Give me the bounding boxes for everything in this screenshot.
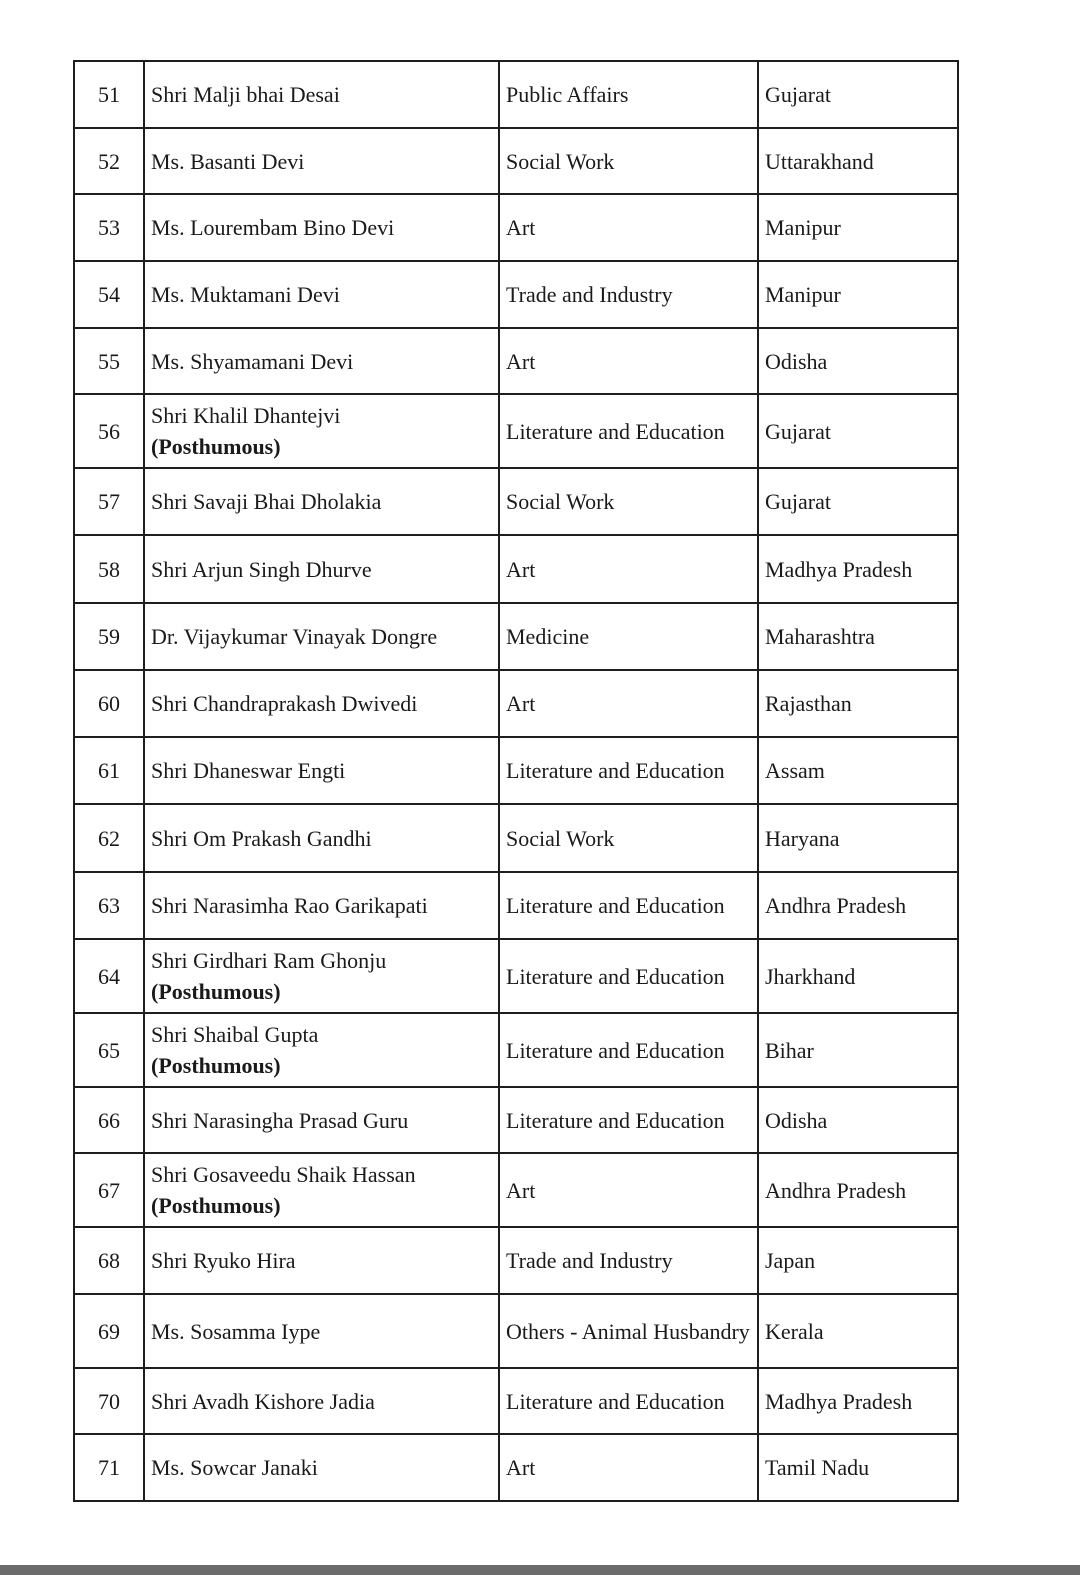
name-cell <box>144 1227 499 1294</box>
field-cell: Art <box>499 328 758 394</box>
serial-number-cell: 65 <box>74 1013 144 1087</box>
awardee-name: Shri Khalil Dhantejvi <box>151 403 341 428</box>
serial-number-cell: 52 <box>74 128 144 194</box>
name-cell <box>144 603 499 670</box>
field-cell: Others - Animal Husbandry <box>499 1294 758 1368</box>
serial-number-cell: 63 <box>74 872 144 939</box>
table-row <box>74 535 958 603</box>
field-cell: Art <box>499 535 758 603</box>
state-cell: Kerala <box>758 1294 958 1368</box>
table-row <box>74 468 958 535</box>
name-cell <box>144 1368 499 1434</box>
awardee-name: Dr. Vijaykumar Vinayak Dongre <box>151 624 438 649</box>
serial-number-cell: 70 <box>74 1368 144 1434</box>
awardee-name: Ms. Lourembam Bino Devi <box>151 215 395 240</box>
serial-number-cell: 53 <box>74 194 144 261</box>
awardee-name: Shri Shaibal Gupta <box>151 1022 319 1047</box>
serial-number-cell: 56 <box>74 394 144 468</box>
awardee-name: Shri Chandraprakash Dwivedi <box>151 691 418 716</box>
table-row <box>74 1013 958 1087</box>
state-cell: Madhya Pradesh <box>758 535 958 603</box>
name-cell <box>144 1013 499 1087</box>
posthumous-label: (Posthumous) <box>151 1053 281 1078</box>
field-cell: Medicine <box>499 603 758 670</box>
table-row <box>74 939 958 1013</box>
bottom-bar <box>0 1565 1080 1575</box>
name-cell <box>144 939 499 1013</box>
serial-number-cell: 64 <box>74 939 144 1013</box>
state-cell: Jharkhand <box>758 939 958 1013</box>
serial-number-cell: 61 <box>74 737 144 804</box>
name-cell <box>144 261 499 328</box>
table-row <box>74 328 958 394</box>
table-row <box>74 128 958 194</box>
serial-number-cell: 51 <box>74 61 144 128</box>
name-cell <box>144 670 499 737</box>
name-cell <box>144 872 499 939</box>
serial-number-cell: 68 <box>74 1227 144 1294</box>
table-row <box>74 261 958 328</box>
state-cell: Japan <box>758 1227 958 1294</box>
table-row <box>74 194 958 261</box>
table-row <box>74 603 958 670</box>
field-cell: Trade and Industry <box>499 261 758 328</box>
name-cell <box>144 737 499 804</box>
awardees-table-body <box>74 61 958 1501</box>
state-cell: Gujarat <box>758 61 958 128</box>
field-cell: Social Work <box>499 468 758 535</box>
awardees-table <box>73 60 959 1502</box>
state-cell: Manipur <box>758 261 958 328</box>
field-cell: Social Work <box>499 128 758 194</box>
state-cell: Assam <box>758 737 958 804</box>
state-cell: Uttarakhand <box>758 128 958 194</box>
state-cell: Andhra Pradesh <box>758 1153 958 1227</box>
serial-number-cell: 55 <box>74 328 144 394</box>
table-row <box>74 1434 958 1501</box>
table-row <box>74 872 958 939</box>
serial-number-cell: 67 <box>74 1153 144 1227</box>
state-cell: Manipur <box>758 194 958 261</box>
state-cell: Rajasthan <box>758 670 958 737</box>
field-cell: Literature and Education <box>499 939 758 1013</box>
awardee-name: Shri Savaji Bhai Dholakia <box>151 489 382 514</box>
name-cell <box>144 468 499 535</box>
state-cell: Odisha <box>758 1087 958 1153</box>
name-cell <box>144 1087 499 1153</box>
serial-number-cell: 60 <box>74 670 144 737</box>
awardee-name: Shri Malji bhai Desai <box>151 82 340 107</box>
name-cell <box>144 128 499 194</box>
awardee-name: Shri Ryuko Hira <box>151 1248 296 1273</box>
table-row <box>74 737 958 804</box>
table-row <box>74 804 958 872</box>
table-row <box>74 394 958 468</box>
awardee-name: Ms. Shyamamani Devi <box>151 348 354 374</box>
posthumous-label: (Posthumous) <box>151 979 281 1004</box>
field-cell: Art <box>499 194 758 261</box>
name-cell <box>144 1294 499 1368</box>
serial-number-cell: 54 <box>74 261 144 328</box>
name-cell <box>144 194 499 261</box>
awardee-name: Shri Dhaneswar Engti <box>151 758 346 783</box>
posthumous-label: (Posthumous) <box>151 434 281 459</box>
serial-number-cell: 69 <box>74 1294 144 1368</box>
field-cell: Trade and Industry <box>499 1227 758 1294</box>
table-row <box>74 670 958 737</box>
state-cell: Tamil Nadu <box>758 1434 958 1501</box>
awardee-name: Shri Om Prakash Gandhi <box>151 825 372 851</box>
state-cell: Maharashtra <box>758 603 958 670</box>
field-cell: Art <box>499 1153 758 1227</box>
table-row <box>74 1294 958 1368</box>
table-row <box>74 61 958 128</box>
awardee-name: Ms. Sowcar Janaki <box>151 1455 318 1480</box>
name-cell <box>144 328 499 394</box>
field-cell: Art <box>499 670 758 737</box>
state-cell: Odisha <box>758 328 958 394</box>
serial-number-cell: 62 <box>74 804 144 872</box>
table-row <box>74 1153 958 1227</box>
name-cell <box>144 804 499 872</box>
state-cell: Gujarat <box>758 468 958 535</box>
awardee-name: Shri Narasimha Rao Garikapati <box>151 893 428 918</box>
awardee-name: Ms. Muktamani Devi <box>151 282 340 307</box>
state-cell: Bihar <box>758 1013 958 1087</box>
serial-number-cell: 59 <box>74 603 144 670</box>
name-cell <box>144 1434 499 1501</box>
awardee-name: Ms. Sosamma Iype <box>151 1318 321 1344</box>
field-cell: Literature and Education <box>499 1013 758 1087</box>
table-row <box>74 1227 958 1294</box>
name-cell <box>144 1153 499 1227</box>
field-cell: Social Work <box>499 804 758 872</box>
serial-number-cell: 58 <box>74 535 144 603</box>
awardee-name: Shri Avadh Kishore Jadia <box>151 1388 375 1414</box>
name-cell <box>144 394 499 468</box>
serial-number-cell: 71 <box>74 1434 144 1501</box>
serial-number-cell: 66 <box>74 1087 144 1153</box>
table-row <box>74 1087 958 1153</box>
state-cell: Gujarat <box>758 394 958 468</box>
awardee-name: Shri Girdhari Ram Ghonju <box>151 948 387 973</box>
state-cell: Madhya Pradesh <box>758 1368 958 1434</box>
field-cell: Literature and Education <box>499 1368 758 1434</box>
name-cell <box>144 61 499 128</box>
field-cell: Literature and Education <box>499 737 758 804</box>
field-cell: Public Affairs <box>499 61 758 128</box>
table-row <box>74 1368 958 1434</box>
field-cell: Literature and Education <box>499 1087 758 1153</box>
awardee-name: Shri Arjun Singh Dhurve <box>151 556 372 582</box>
awardee-name: Ms. Basanti Devi <box>151 148 305 174</box>
state-cell: Andhra Pradesh <box>758 872 958 939</box>
serial-number-cell: 57 <box>74 468 144 535</box>
field-cell: Literature and Education <box>499 872 758 939</box>
posthumous-label: (Posthumous) <box>151 1193 281 1218</box>
field-cell: Literature and Education <box>499 394 758 468</box>
name-cell <box>144 535 499 603</box>
awardee-name: Shri Narasingha Prasad Guru <box>151 1107 409 1133</box>
awardee-name: Shri Gosaveedu Shaik Hassan <box>151 1162 416 1187</box>
state-cell: Haryana <box>758 804 958 872</box>
field-cell: Art <box>499 1434 758 1501</box>
